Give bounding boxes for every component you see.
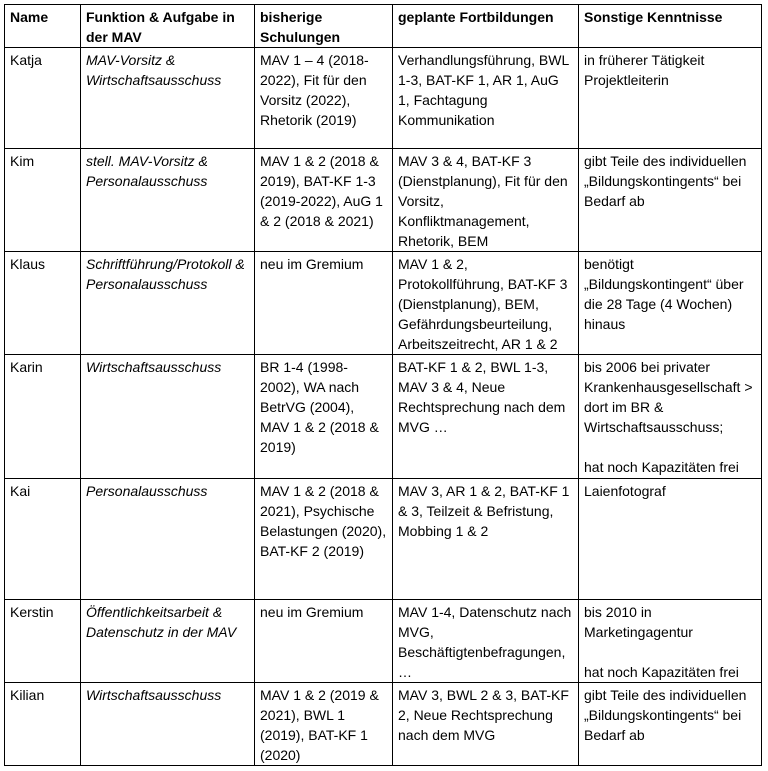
table-row: [5, 252, 762, 355]
cell-kenntnisse: gibt Teile des individuellen „Bildungskontingents“ bei Bedarf ab: [579, 149, 762, 252]
cell-funktion: MAV-Vorsitz & Wirtschaftsausschuss: [81, 48, 255, 149]
cell-kenntnisse: Laienfotograf: [579, 479, 762, 600]
cell-fortbildungen: Verhandlungsführung, BWL 1-3, BAT-KF 1, AR 1, AuG 1, Fachtagung Kommunikation: [393, 48, 579, 149]
cell-name: Kim: [5, 149, 81, 252]
header-name: Name: [5, 5, 81, 48]
table-row: [5, 355, 762, 479]
cell-schulungen: MAV 1 & 2 (2018 & 2021), Psychische Belastungen (2020), BAT-KF 2 (2019): [255, 479, 393, 600]
cell-kenntnisse: gibt Teile des individuellen „Bildungskontingents“ bei Bedarf ab: [579, 683, 762, 766]
cell-kenntnisse: benötigt „Bildungskontingent“ über die 28 Tage (4 Wochen) hinaus: [579, 252, 762, 355]
kenntnisse-text: bis 2006 bei privater Krankenhausgesellschaft > dort im BR & Wirtschaftsausschuss;: [584, 359, 753, 435]
cell-schulungen: neu im Gremium: [255, 252, 393, 355]
header-funktion: Funktion & Aufgabe in der MAV: [81, 5, 255, 48]
kenntnisse-text: bis 2010 in Marketingagentur: [584, 604, 693, 640]
cell-funktion: Schriftführung/Protokoll & Personalausschuss: [81, 252, 255, 355]
training-table: [4, 4, 762, 766]
cell-schulungen: MAV 1 & 2 (2018 & 2019), BAT-KF 1-3 (2019-2022), AuG 1 & 2 (2018 & 2021): [255, 149, 393, 252]
cell-fortbildungen: MAV 1-4, Datenschutz nach MVG, Beschäftigtenbefragungen, …: [393, 600, 579, 683]
table-row: [5, 600, 762, 683]
cell-name: Katja: [5, 48, 81, 149]
kenntnisse-note: hat noch Kapazitäten frei: [584, 664, 739, 680]
table-row: [5, 479, 762, 600]
cell-name: Klaus: [5, 252, 81, 355]
cell-schulungen: BR 1-4 (1998-2002), WA nach BetrVG (2004), MAV 1 & 2 (2018 & 2019): [255, 355, 393, 479]
cell-funktion: Wirtschaftsausschuss: [81, 683, 255, 766]
cell-name: Kilian: [5, 683, 81, 766]
cell-fortbildungen: MAV 3, AR 1 & 2, BAT-KF 1 & 3, Teilzeit & Befristung, Mobbing 1 & 2: [393, 479, 579, 600]
header-kenntnisse: Sonstige Kenntnisse: [579, 5, 762, 48]
cell-fortbildungen: MAV 3 & 4, BAT-KF 3 (Dienstplanung), Fit für den Vorsitz, Konfliktmanagement, Rhetorik, BEM: [393, 149, 579, 252]
cell-kenntnisse: [579, 355, 762, 479]
cell-funktion: stell. MAV-Vorsitz & Personalausschuss: [81, 149, 255, 252]
cell-kenntnisse: [579, 600, 762, 683]
cell-schulungen: MAV 1 & 2 (2019 & 2021), BWL 1 (2019), BAT-KF 1 (2020): [255, 683, 393, 766]
header-fortbildungen: geplante Fortbildungen: [393, 5, 579, 48]
table-row: [5, 683, 762, 766]
cell-schulungen: MAV 1 – 4 (2018-2022), Fit für den Vorsitz (2022), Rhetorik (2019): [255, 48, 393, 149]
cell-funktion: Öffentlichkeitsarbeit & Datenschutz in der MAV: [81, 600, 255, 683]
cell-fortbildungen: BAT-KF 1 & 2, BWL 1-3, MAV 3 & 4, Neue Rechtsprechung nach dem MVG …: [393, 355, 579, 479]
cell-fortbildungen: MAV 3, BWL 2 & 3, BAT-KF 2, Neue Rechtsprechung nach dem MVG: [393, 683, 579, 766]
header-schulungen: bisherige Schulungen: [255, 5, 393, 48]
cell-funktion: Wirtschaftsausschuss: [81, 355, 255, 479]
cell-kenntnisse: in früherer Tätigkeit Projektleiterin: [579, 48, 762, 149]
cell-schulungen: neu im Gremium: [255, 600, 393, 683]
header-row: [5, 5, 762, 48]
kenntnisse-note: hat noch Kapazitäten frei: [584, 459, 739, 475]
cell-fortbildungen: MAV 1 & 2, Protokollführung, BAT-KF 3 (Dienstplanung), BEM, Gefährdungsbeurteilung, Arbeitszeitrecht, AR 1 & 2: [393, 252, 579, 355]
cell-funktion: Personalausschuss: [81, 479, 255, 600]
table-row: [5, 48, 762, 149]
line-gap: [584, 437, 756, 457]
cell-name: Kai: [5, 479, 81, 600]
cell-name: Karin: [5, 355, 81, 479]
cell-name: Kerstin: [5, 600, 81, 683]
line-gap: [584, 642, 756, 662]
table-row: [5, 149, 762, 252]
